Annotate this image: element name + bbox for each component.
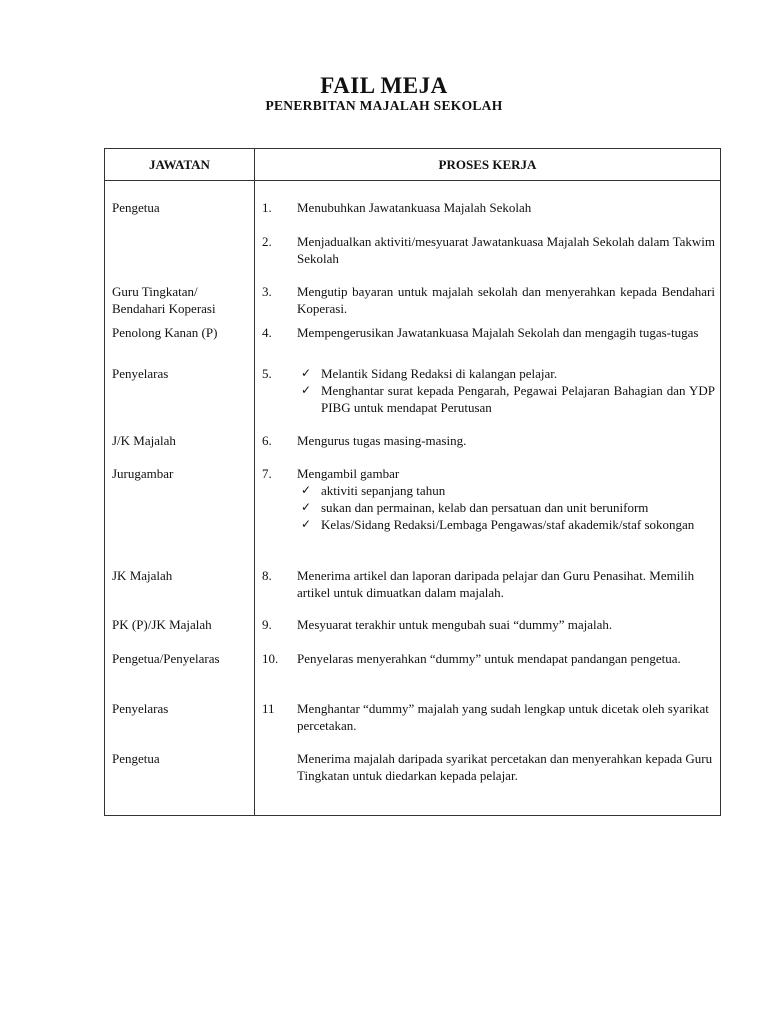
row-lead-text: Mengambil gambar: [297, 466, 400, 481]
header-divider: [105, 180, 720, 181]
document-title: FAIL MEJA: [320, 73, 448, 98]
row-jawatan: PK (P)/JK Majalah: [112, 617, 212, 632]
row-number: 8.: [262, 568, 272, 583]
header-jawatan: JAWATAN: [149, 157, 210, 172]
check-icon: ✓: [301, 517, 312, 531]
check-item-text: Menghantar surat kepada Pengarah, Pegawai Pelajaran Bahagian dan YDP PIBG untuk mendapat Perutusan: [321, 383, 715, 415]
row-text: Mengurus tugas masing-masing.: [297, 433, 467, 448]
row-number: 6.: [262, 433, 272, 448]
check-icon: ✓: [301, 366, 312, 380]
column-divider: [254, 149, 255, 815]
row-jawatan: Jurugambar: [112, 466, 174, 481]
row-number: 3.: [262, 284, 272, 299]
row-number: 9.: [262, 617, 272, 632]
document-subtitle: PENERBITAN MAJALAH SEKOLAH: [265, 98, 503, 113]
row-number: 4.: [262, 325, 272, 340]
row-text: Mengutip bayaran untuk majalah sekolah dan menyerahkan kepada Bendahari Koperasi.: [297, 284, 715, 316]
check-item: [297, 516, 715, 533]
row-text: Menghantar “dummy” majalah yang sudah lengkap untuk dicetak oleh syarikat percetakan.: [297, 701, 709, 733]
row-jawatan: Pengetua: [112, 200, 160, 215]
row-text: Menerima majalah daripada syarikat percetakan dan menyerahkan kepada Guru Tingkatan untuk diedarkan kepada pelajar.: [297, 751, 713, 783]
row-text: [297, 465, 715, 533]
check-item-text: Kelas/Sidang Redaksi/Lembaga Pengawas/staf akademik/staf sokongan: [321, 517, 695, 532]
check-item-text: Melantik Sidang Redaksi di kalangan pelajar.: [321, 366, 558, 381]
row-text: [297, 365, 715, 416]
row-number: 7.: [262, 466, 272, 481]
row-jawatan: JK Majalah: [112, 568, 173, 583]
check-item: [297, 499, 715, 516]
row-number: 5.: [262, 366, 272, 381]
check-item: [297, 482, 715, 499]
row-number: 11: [262, 701, 275, 716]
row-text: Menubuhkan Jawatankuasa Majalah Sekolah: [297, 200, 532, 215]
row-jawatan: Pengetua: [112, 751, 160, 766]
work-process-table: [104, 148, 721, 816]
row-jawatan: Pengetua/Penyelaras: [112, 651, 220, 666]
row-text: Mempengerusikan Jawatankuasa Majalah Sekolah dan mengagih tugas-tugas: [297, 325, 699, 340]
row-text: Menerima artikel dan laporan daripada pelajar dan Guru Penasihat. Memilih artikel untuk dimuatkan dalam majalah.: [297, 568, 695, 600]
header-proses-kerja: PROSES KERJA: [438, 157, 537, 172]
row-jawatan: J/K Majalah: [112, 433, 176, 448]
row-jawatan: Penolong Kanan (P): [112, 325, 218, 340]
row-text: Mesyuarat terakhir untuk mengubah suai “dummy” majalah.: [297, 617, 613, 632]
check-item-text: sukan dan permainan, kelab dan persatuan dan unit beruniform: [321, 500, 649, 515]
check-icon: ✓: [301, 383, 312, 397]
check-icon: ✓: [301, 483, 312, 497]
check-item: [297, 365, 715, 382]
check-item: [297, 382, 715, 416]
row-number: 2.: [262, 234, 272, 249]
row-text: Menjadualkan aktiviti/mesyuarat Jawatankuasa Majalah Sekolah dalam Takwim Sekolah: [297, 234, 715, 266]
row-jawatan: Penyelaras: [112, 701, 169, 716]
row-number: 1.: [262, 200, 272, 215]
row-number: 10.: [262, 651, 279, 666]
check-item-text: aktiviti sepanjang tahun: [321, 483, 446, 498]
row-text: Penyelaras menyerahkan “dummy” untuk mendapat pandangan pengetua.: [297, 651, 681, 666]
row-jawatan: Guru Tingkatan/ Bendahari Koperasi: [112, 284, 216, 316]
check-icon: ✓: [301, 500, 312, 514]
row-jawatan: Penyelaras: [112, 366, 169, 381]
